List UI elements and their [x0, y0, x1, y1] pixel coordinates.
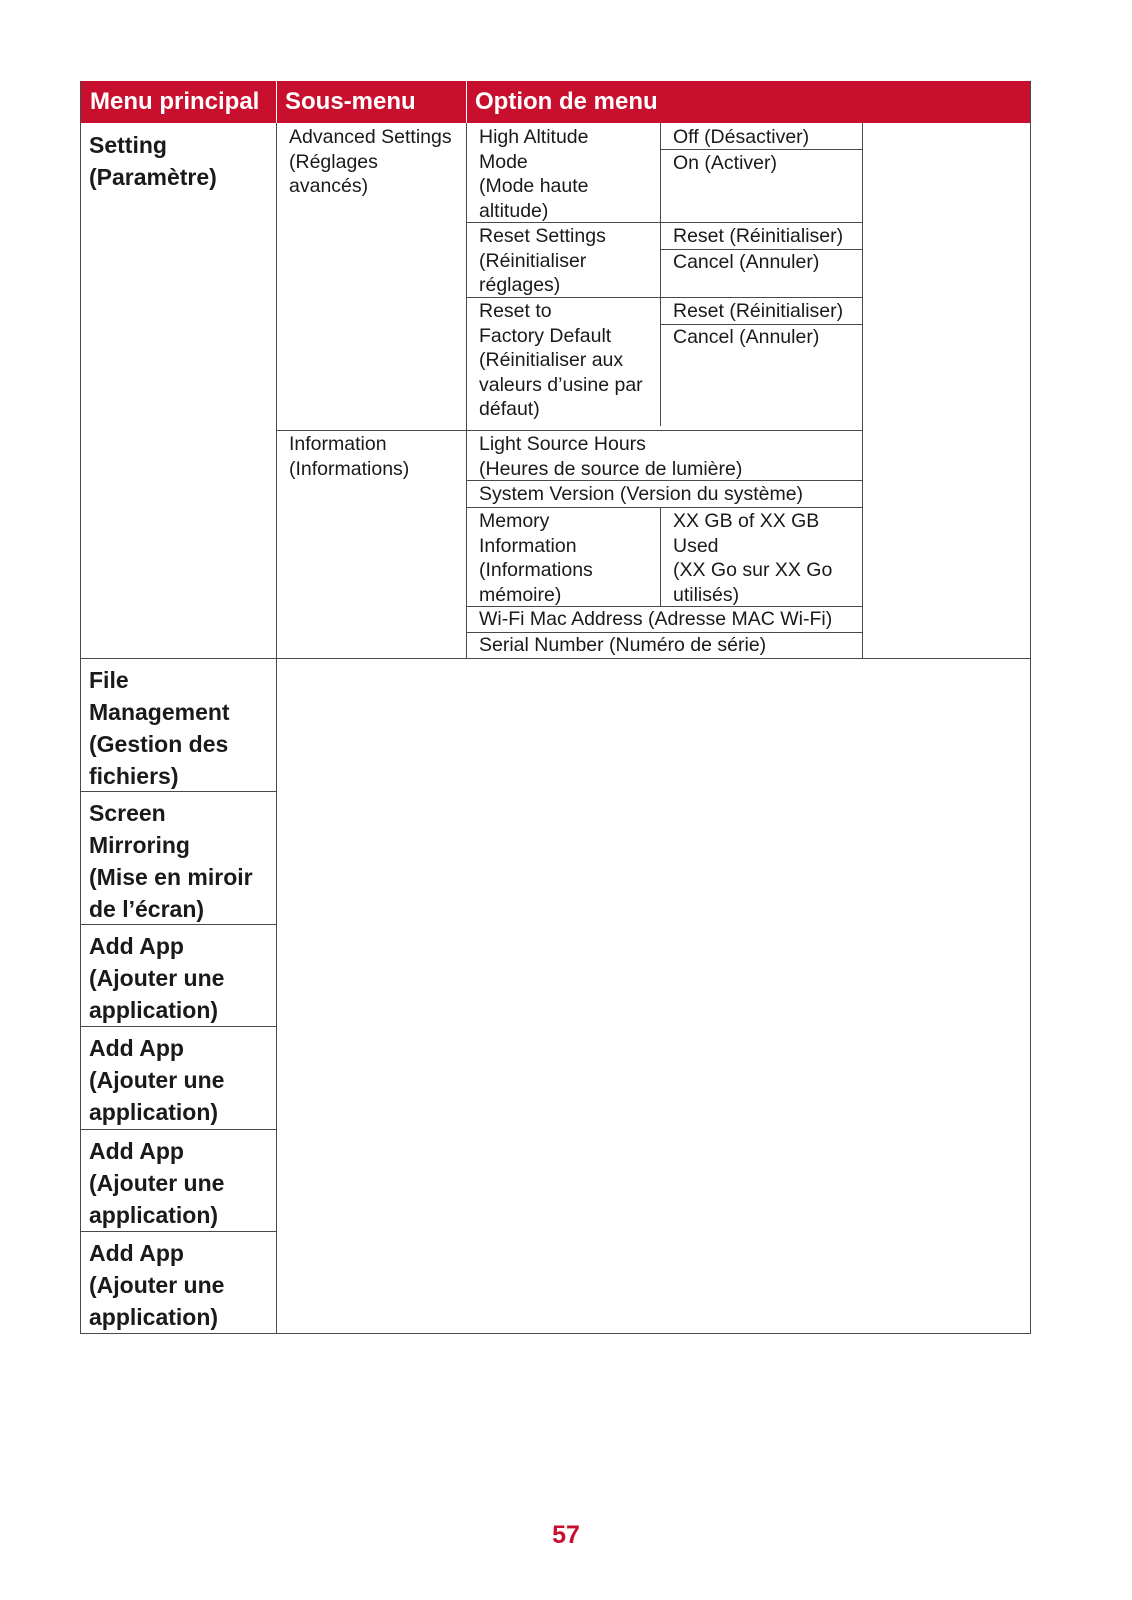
row-divider	[80, 1231, 277, 1232]
value-on: On (Activer)	[673, 152, 778, 174]
option-light-source-hours: Light Source Hours (Heures de source de lumière)	[479, 433, 743, 480]
column-divider	[466, 123, 467, 658]
page-number: 57	[552, 1521, 580, 1549]
option-serial-number: Serial Number (Numéro de série)	[479, 634, 767, 656]
option-reset-factory-default: Reset to Factory Default (Réinitialiser aux valeurs d’usine par défaut)	[479, 300, 643, 420]
table-border-bottom	[80, 1333, 1031, 1334]
table-border-left	[80, 81, 81, 1334]
value-cancel: Cancel (Annuler)	[673, 326, 820, 348]
main-menu-add-app: Add App (Ajouter une application)	[89, 1240, 225, 1330]
column-divider	[660, 123, 661, 426]
option-memory-information: Memory Information (Informations mémoire)	[479, 510, 593, 606]
row-divider	[80, 1129, 277, 1130]
main-menu-setting: Setting (Paramètre)	[89, 132, 217, 190]
column-divider	[276, 123, 277, 1334]
header-menu-option: Option de menu	[466, 81, 1030, 123]
row-divider	[276, 430, 863, 431]
value-reset: Reset (Réinitialiser)	[673, 300, 844, 322]
main-menu-screen-mirroring: Screen Mirroring (Mise en miroir de l’écran)	[89, 800, 253, 922]
table-border-right	[1030, 81, 1031, 1334]
main-menu-add-app: Add App (Ajouter une application)	[89, 1035, 225, 1125]
option-wifi-mac-address: Wi-Fi Mac Address (Adresse MAC Wi-Fi)	[479, 608, 833, 630]
option-high-altitude-mode: High Altitude Mode (Mode haute altitude)	[479, 126, 589, 222]
main-menu-add-app: Add App (Ajouter une application)	[89, 1138, 225, 1228]
submenu-information: Information (Informations)	[289, 433, 410, 480]
header-main-menu: Menu principal	[81, 81, 276, 123]
option-reset-settings: Reset Settings (Réinitialiser réglages)	[479, 225, 606, 296]
column-divider	[862, 123, 863, 658]
submenu-advanced-settings: Advanced Settings (Réglages avancés)	[289, 126, 452, 197]
row-divider	[466, 507, 863, 508]
value-memory-used: XX GB of XX GB Used (XX Go sur XX Go utilisés)	[673, 510, 833, 606]
header-divider	[466, 81, 467, 123]
main-menu-file-management: File Management (Gestion des fichiers)	[89, 667, 230, 789]
column-divider	[660, 507, 661, 606]
value-off: Off (Désactiver)	[673, 126, 810, 148]
value-cancel: Cancel (Annuler)	[673, 251, 820, 273]
value-reset: Reset (Réinitialiser)	[673, 225, 844, 247]
row-divider	[80, 1026, 277, 1027]
main-menu-add-app: Add App (Ajouter une application)	[89, 933, 225, 1023]
header-submenu: Sous-menu	[276, 81, 466, 123]
header-divider	[276, 81, 277, 123]
row-divider	[80, 658, 1031, 659]
option-system-version: System Version (Version du système)	[479, 483, 804, 505]
